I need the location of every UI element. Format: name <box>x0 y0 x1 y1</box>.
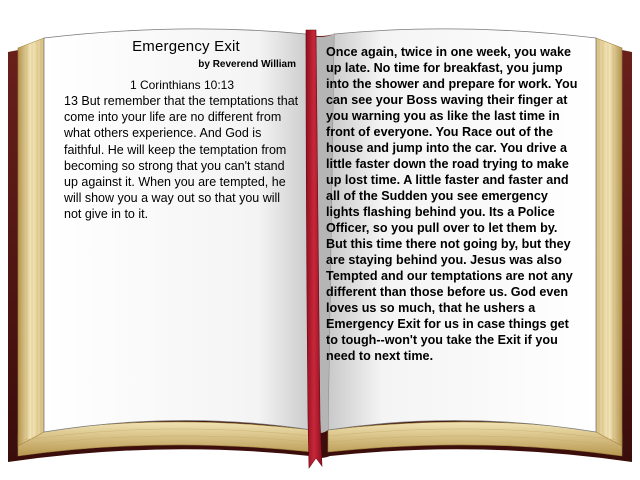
verse-reference: 1 Corinthians 10:13 <box>129 78 235 92</box>
author-byline: by Reverend William <box>198 59 296 70</box>
story-text: Once again, twice in one week, you wake up late. No time for breakfast, you jump into the shower and prepare for work. You can see your Boss waving their finger at you warning you as like the last time in front of everyone. You Race out of the house and jump into the car. You drive a little faster down the road trying to make up lost time. A little faster and faster and all of the Sudden you see emergency lights flashing behind you. Its a Police Officer, so you pull over to let them by. But this time there not going by, but they are staying behind you. Jesus was also Tempted and our temptations are not any different than those before us. God even loves us so much, that he ushers a Emergency Exit for us in case things get to tough--won't you take the Exit if you need to next time. <box>326 45 578 363</box>
left-page-content <box>64 38 300 418</box>
right-page-content <box>326 44 578 424</box>
page-title: Emergency Exit <box>132 38 240 55</box>
verse-text: 13 But remember that the temptations that come into your life are no different from what others experience. And God is faithful. He will keep the temptation from becoming so strong that you can't stand up against it. When you are tempted, he will show you a way out so that you will not give in to it. <box>64 94 299 222</box>
